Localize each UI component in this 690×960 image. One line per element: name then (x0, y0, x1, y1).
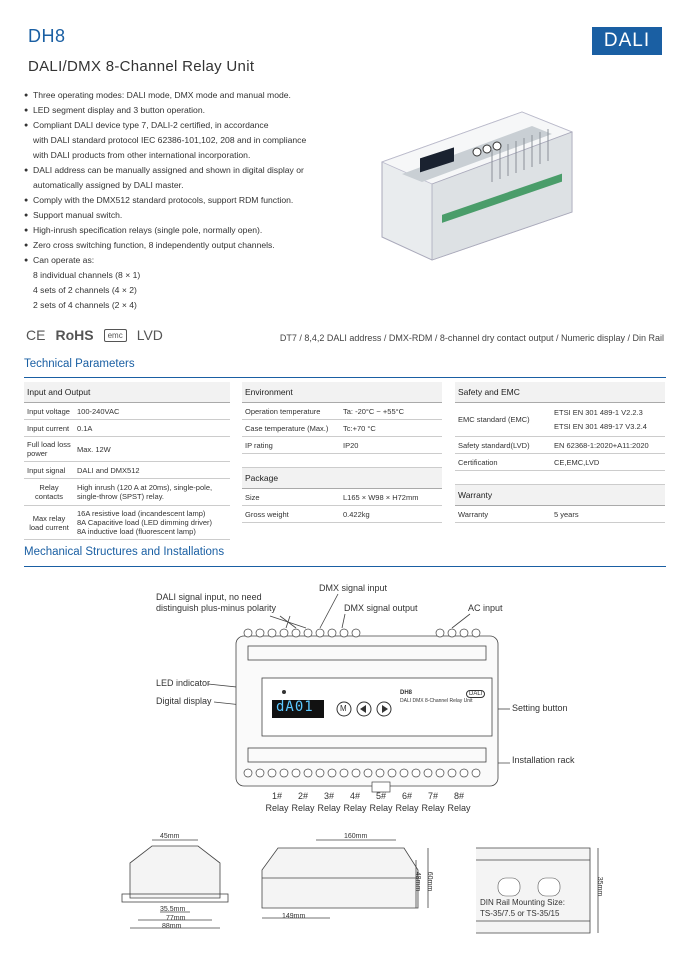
label-dmx-input: DMX signal input (319, 583, 388, 593)
param-label: Size (242, 489, 340, 506)
emc-logo: emc (104, 329, 127, 342)
safety-table (455, 382, 665, 523)
relay-num: 6# (401, 791, 412, 801)
param-label: Warranty (455, 506, 551, 523)
relay-label (316, 790, 342, 814)
env-head: Environment (242, 382, 442, 403)
relay-label (446, 790, 472, 814)
feature-item-cont (24, 178, 384, 193)
relay-label (368, 790, 394, 814)
model-name: DH8 (28, 26, 66, 46)
param-value: High inrush (120 A at 20ms), single-pole, single-throw (SPST) relay. (74, 479, 230, 506)
param-value: 5 years (551, 506, 665, 523)
param-label: Max relay load current (24, 506, 74, 540)
label-digital-display: Digital display (156, 696, 212, 706)
label-led-indicator: LED indicator (156, 678, 211, 688)
feature-item: ● DALI address can be manually assigned and shown in digital display or (24, 163, 384, 178)
param-value: DALI and DMX512 (74, 462, 230, 479)
feature-item: ● High-inrush specification relays (single pole, normally open). (24, 223, 384, 238)
label-ac-input: AC input (468, 603, 503, 613)
param-label: Relay contacts (24, 479, 74, 506)
dim-35: 35mm (596, 876, 604, 897)
param-label: Input signal (24, 462, 74, 479)
relay-word: Relay (265, 803, 289, 813)
device-name: DH8 (400, 690, 413, 696)
param-value: 100-240VAC (74, 403, 230, 420)
display-screen: dA01 (276, 699, 314, 715)
feature-text: with DALI standard protocol IEC 62386-101,102, 208 and in compliance (33, 135, 307, 145)
menu-button: M (340, 704, 347, 713)
dim-149: 149mm (282, 913, 306, 920)
relay-num: 4# (349, 791, 360, 801)
param-label: Input current (24, 420, 74, 437)
relay-word: Relay (343, 803, 367, 813)
rohs-logo: RoHS (55, 327, 94, 343)
param-value: CE,EMC,LVD (551, 454, 665, 471)
device-drawing (0, 578, 690, 960)
feature-item-cont (24, 298, 384, 313)
dim-88: 88mm (162, 923, 182, 930)
dim-60: 60mm (426, 871, 434, 892)
label-dmx-output: DMX signal output (344, 603, 418, 613)
relay-label (264, 790, 290, 814)
feature-text: 2 sets of 4 channels (2 × 4) (33, 300, 137, 310)
cert-logos (26, 327, 163, 343)
relay-word: Relay (291, 803, 315, 813)
param-value-multi (74, 506, 230, 540)
label-dali-input: DALI signal input, no need (156, 592, 262, 602)
device-dali-logo: DALI (466, 690, 485, 698)
label-installation-rack: Installation rack (512, 755, 575, 765)
mech-title: Mechanical Structures and Installations (24, 546, 225, 558)
mech-diagram (0, 578, 690, 960)
param-label: Certification (455, 454, 551, 471)
param-label: Safety standard(LVD) (455, 437, 551, 454)
dim-77: 77mm (166, 915, 186, 922)
spacer (455, 471, 665, 485)
pkg-head: Package (242, 468, 442, 489)
label-dali-input-2: distinguish plus-minus polarity (156, 603, 277, 613)
feature-item: ● Compliant DALI device type 7, DALI-2 certified, in accordance (24, 118, 384, 133)
relay-num: 7# (427, 791, 438, 801)
param-label: IP rating (242, 437, 340, 454)
relay-num: 2# (297, 791, 308, 801)
spacer (242, 454, 442, 468)
relay-word: Relay (447, 803, 471, 813)
io-table (24, 382, 230, 540)
feature-text: 4 sets of 2 channels (4 × 2) (33, 285, 137, 295)
feature-item-cont (24, 283, 384, 298)
dim-48: 48mm (414, 871, 422, 892)
device-desc: DALI DMX 8-Channel Relay Unit (400, 698, 473, 704)
din-size: DIN Rail Mounting Size: (480, 898, 565, 907)
feature-text: with DALI products from other international incorporation. (33, 150, 251, 160)
relay-word: Relay (317, 803, 341, 813)
emc-line: ETSI EN 301 489-17 V3.2.4 (554, 422, 647, 431)
env-table (242, 382, 442, 523)
relay-label (342, 790, 368, 814)
dali-badge: DALI (592, 27, 662, 55)
param-value: Ta: -20°C ~ +55°C (340, 403, 442, 420)
feature-summary: DT7 / 8,4,2 DALI address / DMX-RDM / 8-channel dry contact output / Numeric display / Din Rail (279, 333, 664, 343)
feature-item: ● Zero cross switching function, 8 independently output channels. (24, 238, 384, 253)
param-label: EMC standard (EMC) (455, 403, 551, 437)
param-label: Operation temperature (242, 403, 340, 420)
feature-text: 8 individual channels (8 × 1) (33, 270, 141, 280)
section-divider (24, 566, 666, 567)
feature-item: ● Can operate as: (24, 253, 384, 268)
feature-item: ● Three operating modes: DALI mode, DMX mode and manual mode. (24, 88, 384, 103)
feature-item-cont (24, 268, 384, 283)
param-value: 0.422kg (340, 506, 442, 523)
param-value: L165 × W98 × H72mm (340, 489, 442, 506)
feature-item: ● LED segment display and 3 button operation. (24, 103, 384, 118)
relay-num: 5# (375, 791, 386, 801)
page-title: DALI/DMX 8-Channel Relay Unit (28, 58, 255, 75)
feature-item: ● Comply with the DMX512 standard protocols, support RDM function. (24, 193, 384, 208)
load-line: 8A Capacitive load (LED dimming driver) (77, 518, 213, 527)
feature-list (24, 88, 384, 313)
feature-text: automatically assigned by DALI master. (33, 180, 184, 190)
relay-word: Relay (395, 803, 419, 813)
section-divider (24, 377, 666, 378)
label-setting-button: Setting button (512, 703, 568, 713)
feature-item-cont (24, 133, 384, 148)
relay-word: Relay (421, 803, 445, 813)
param-label: Input voltage (24, 403, 74, 420)
tech-params-title: Technical Parameters (24, 358, 135, 370)
relay-label (290, 790, 316, 814)
param-label: Gross weight (242, 506, 340, 523)
warranty-head: Warranty (455, 485, 665, 506)
relay-label (394, 790, 420, 814)
param-value: Max. 12W (74, 437, 230, 462)
load-line: 16A resistive load (incandescent lamp) (77, 509, 206, 518)
dim-45: 45mm (160, 833, 180, 840)
param-value: EN 62368-1:2020+A11:2020 (551, 437, 665, 454)
ce-logo: CE (26, 327, 46, 343)
relay-label (420, 790, 446, 814)
relay-word: Relay (369, 803, 393, 813)
param-value: IP20 (340, 437, 442, 454)
param-label: Full load loss power (24, 437, 74, 462)
lvd-logo: LVD (136, 327, 163, 343)
relay-num: 3# (323, 791, 334, 801)
feature-item-cont (24, 148, 384, 163)
safety-head: Safety and EMC (455, 382, 665, 403)
relay-num: 8# (453, 791, 464, 801)
dim-35-5: 35.5mm (160, 906, 186, 913)
param-value-multi (551, 403, 665, 437)
relay-num: 1# (271, 791, 282, 801)
product-image (372, 92, 582, 262)
param-value: 0.1A (74, 420, 230, 437)
emc-line: ETSI EN 301 489-1 V2.2.3 (554, 408, 643, 417)
io-head: Input and Output (24, 382, 230, 403)
dim-160: 160mm (344, 833, 368, 840)
load-line: 8A inductive load (fluorescent lamp) (77, 527, 196, 536)
param-value: Tc:+70 °C (340, 420, 442, 437)
param-label: Case temperature (Max.) (242, 420, 340, 437)
feature-item: ● Support manual switch. (24, 208, 384, 223)
din-types: TS-35/7.5 or TS-35/15 (480, 909, 560, 918)
